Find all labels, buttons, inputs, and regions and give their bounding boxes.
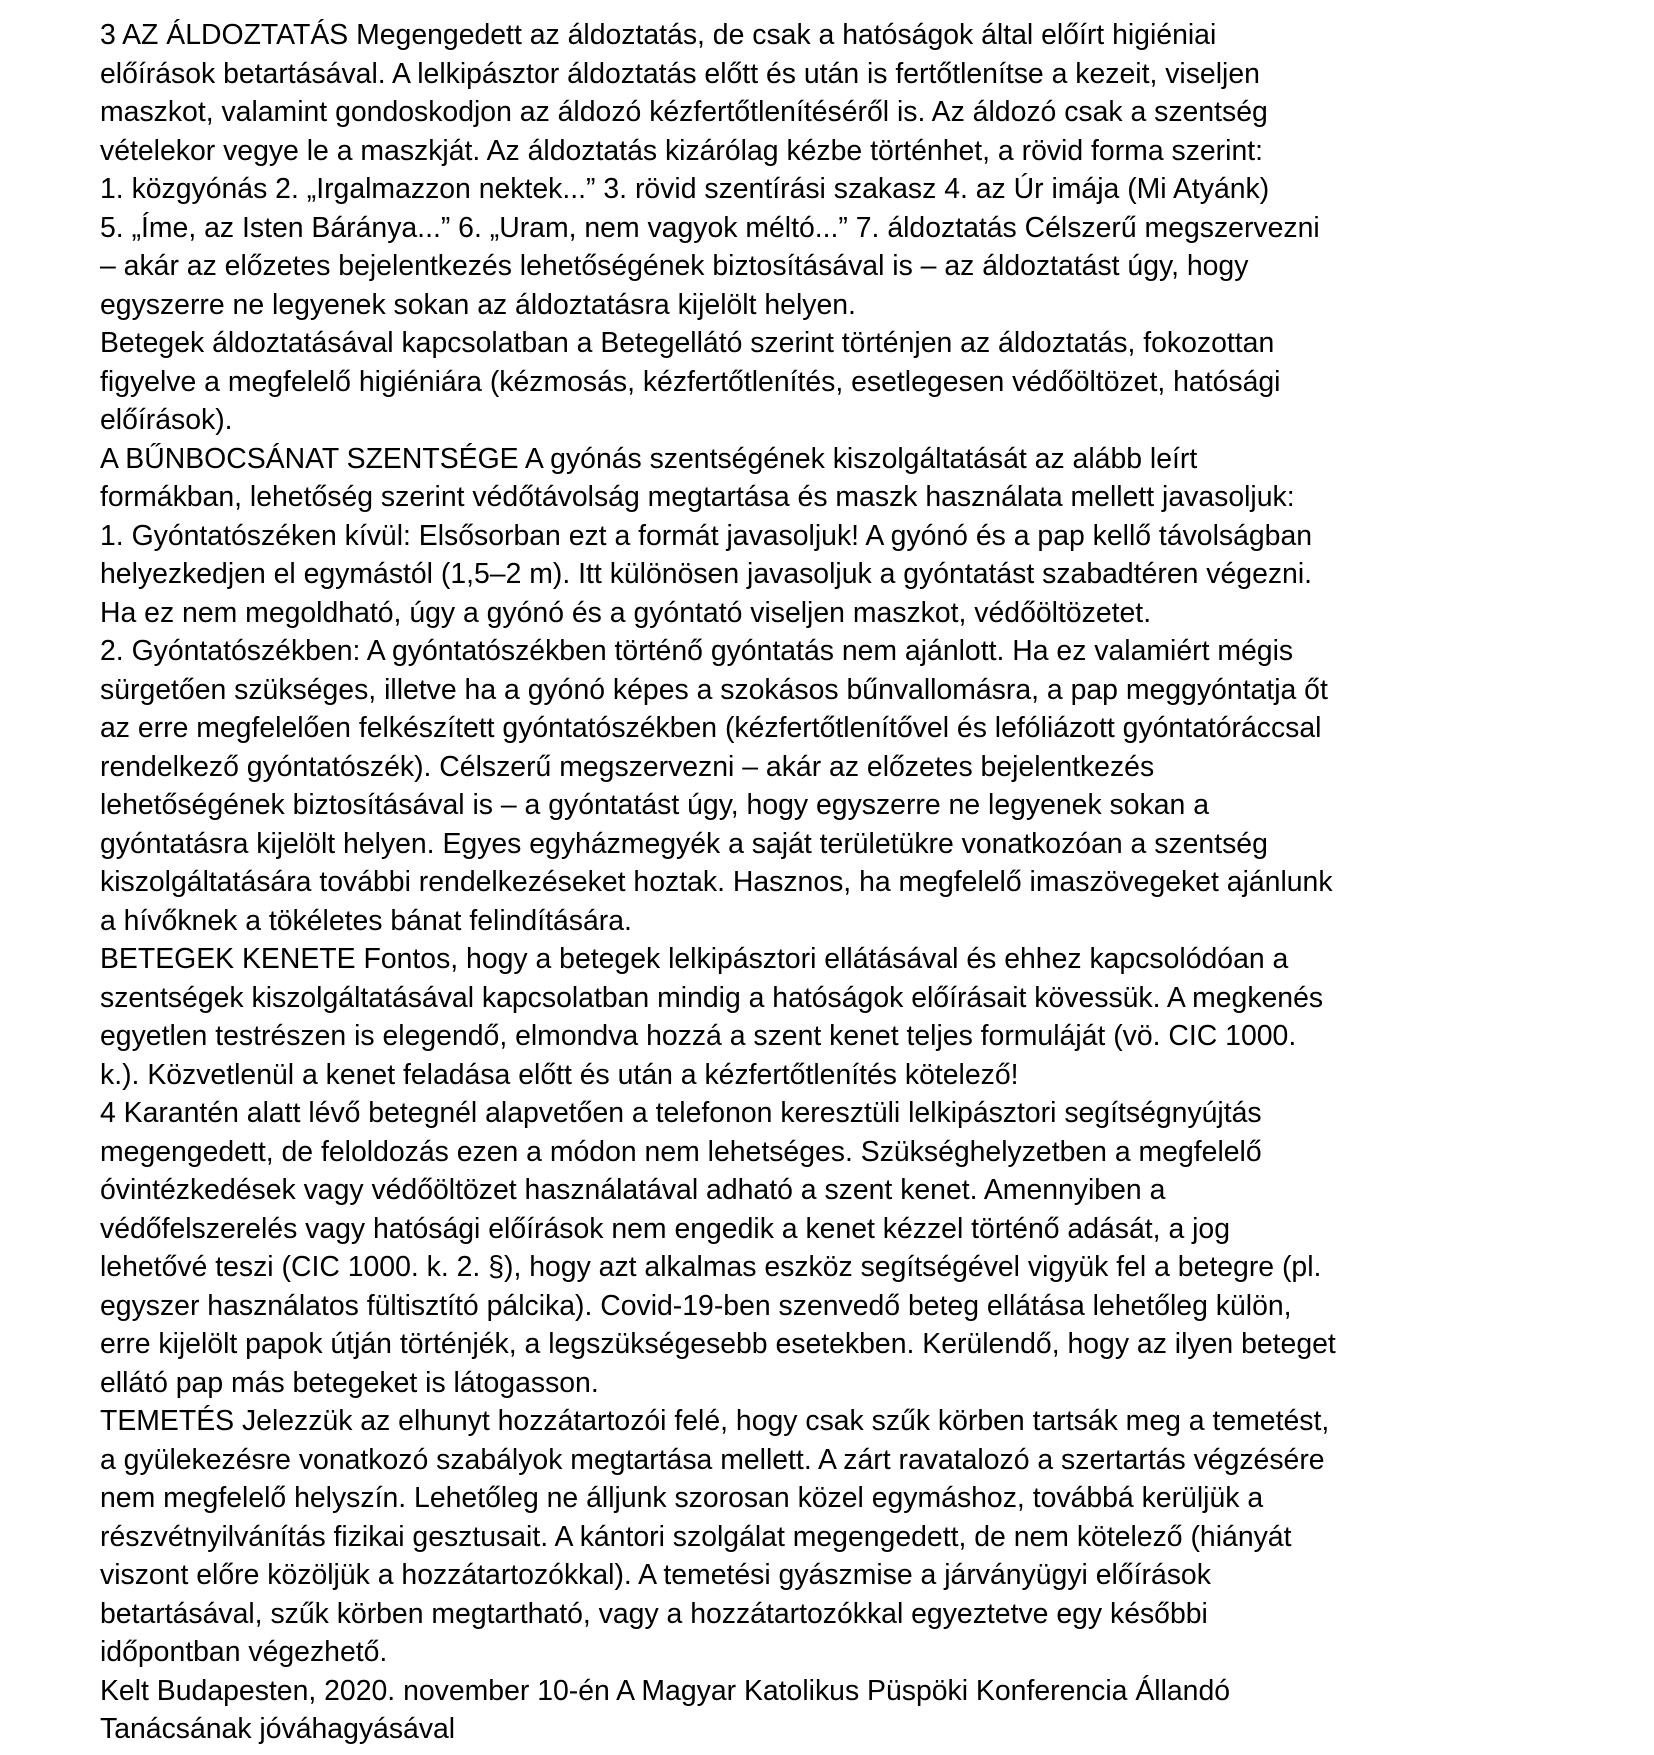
text-line: ellátó pap más betegeket is látogasson. <box>100 1366 599 1399</box>
text-line: betartásával, szűk körben megtartható, vagy a hozzátartozókkal egyeztetve egy későbbi <box>100 1597 1208 1630</box>
text-line: kiszolgáltatására további rendelkezéseket hoztak. Hasznos, ha megfelelő imaszövegeket ajánlunk <box>100 866 1333 898</box>
document-page <box>100 16 1580 1749</box>
text-line: az erre megfelelően felkészített gyóntatószékben (kézfertőtlenítővel és lefóliázott gyóntatóráccsal <box>100 712 1322 744</box>
text-line: védőfelszerelés vagy hatósági előírások nem engedik a kenet kézzel történő adását, a jog <box>100 1212 1231 1245</box>
text-line: lehetőségének biztosításával is – a gyóntatást úgy, hogy egyszerre ne legyenek sokan a <box>100 789 1209 821</box>
text-line: formákban, lehetőség szerint védőtávolság megtartása és maszk használata mellett javasoljuk: <box>100 481 1295 513</box>
text-line: A BŰNBOCSÁNAT SZENTSÉGE A gyónás szentségének kiszolgáltatását az alább leírt <box>100 442 1198 475</box>
text-line: időpontban végezhető. <box>100 1636 388 1668</box>
text-line: maszkot, valamint gondoskodjon az áldozó kézfertőtlenítéséről is. Az áldozó csak a szentség <box>100 96 1268 128</box>
text-line: 1. Gyóntatószéken kívül: Elsősorban ezt a formát javasoljuk! A gyónó és a pap kellő távolságban <box>100 519 1313 552</box>
text-line: Kelt Budapesten, 2020. november 10-én A Magyar Katolikus Püspöki Konferencia Állandó <box>100 1674 1231 1707</box>
text-line: Ha ez nem megoldható, úgy a gyónó és a gyóntató viseljen maszkot, védőöltözetet. <box>100 596 1152 629</box>
text-line: 5. „Íme, az Isten Báránya...” 6. „Uram, nem vagyok méltó...” 7. áldoztatás Célszerű megszervezni <box>100 211 1320 244</box>
text-line: viszont előre közöljük a hozzátartozókkal). A temetési gyászmise a járványügyi előírások <box>100 1559 1211 1591</box>
text-line: részvétnyilvánítás fizikai gesztusait. A kántori szolgálat megengedett, de nem kötelező (hiányát <box>100 1520 1292 1553</box>
text-line: 2. Gyóntatószékben: A gyóntatószékben történő gyóntatás nem ajánlott. Ha ez valamiért mégis <box>100 635 1294 667</box>
text-line: 1. közgyónás 2. „Irgalmazzon nektek...” 3. rövid szentírási szakasz 4. az Úr imája (Mi Atyánk) <box>100 173 1270 205</box>
text-line: BETEGEK KENETE Fontos, hogy a betegek lelkipásztori ellátásával és ehhez kapcsolódóan a <box>100 943 1289 975</box>
text-line: egyszerre ne legyenek sokan az áldoztatásra kijelölt helyen. <box>100 288 856 321</box>
text-line: 3 AZ ÁLDOZTATÁS Megengedett az áldoztatás, de csak a hatóságok által előírt higiéniai <box>100 19 1217 51</box>
text-line: szentségek kiszolgáltatásával kapcsolatban mindig a hatóságok előírásait kövessük. A megkenés <box>100 981 1324 1014</box>
text-line: 4 Karantén alatt lévő betegnél alapvetően a telefonon keresztüli lelkipásztori segítségnyújtás <box>100 1097 1262 1129</box>
text-line: Betegek áldoztatásával kapcsolatban a Betegellátó szerint történjen az áldoztatás, fokozottan <box>100 327 1275 359</box>
text-line: erre kijelölt papok útján történjék, a legszükségesebb esetekben. Kerülendő, hogy az ilyen beteget <box>100 1328 1336 1360</box>
text-line: k.). Közvetlenül a kenet feladása előtt és után a kézfertőtlenítés kötelező! <box>100 1058 1019 1091</box>
text-line: előírások betartásával. A lelkipásztor áldoztatás előtt és után is fertőtlenítse a kezeit, viseljen <box>100 57 1260 90</box>
text-line: nem megfelelő helyszín. Lehetőleg ne álljunk szorosan közel egymáshoz, továbbá kerüljük a <box>100 1482 1264 1514</box>
text-line: a gyülekezésre vonatkozó szabályok megtartása mellett. A zárt ravatalozó a szertartás végzésére <box>100 1443 1325 1476</box>
text-line: – akár az előzetes bejelentkezés lehetőségének biztosításával is – az áldoztatást úgy, hogy <box>100 250 1249 282</box>
text-line: egyszer használatos fültisztító pálcika). Covid-19-ben szenvedő beteg ellátása lehetőleg külön, <box>100 1289 1292 1322</box>
text-line: rendelkező gyóntatószék). Célszerű megszervezni – akár az előzetes bejelentkezés <box>100 750 1155 783</box>
text-line: sürgetően szükséges, illetve ha a gyónó képes a szokásos bűnvallomásra, a pap meggyóntatja őt <box>100 673 1328 706</box>
text-line: gyóntatásra kijelölt helyen. Egyes egyházmegyék a saját területükre vonatkozóan a szentség <box>100 827 1268 860</box>
text-line: helyezkedjen el egymástól (1,5–2 m). Itt különösen javasoljuk a gyóntatást szabadtéren végezni. <box>100 558 1313 590</box>
text-line: egyetlen testrészen is elegendő, elmondva hozzá a szent kenet teljes formuláját (vö. CIC 1000. <box>100 1020 1297 1052</box>
text-line: a hívőknek a tökéletes bánat felindítására. <box>100 904 632 937</box>
text-line: vételekor vegye le a maszkját. Az áldoztatás kizárólag kézbe történhet, a rövid forma szerint: <box>100 134 1264 167</box>
text-line: figyelve a megfelelő higiéniára (kézmosás, kézfertőtlenítés, esetlegesen védőöltözet, hatósági <box>100 365 1281 398</box>
text-line: óvintézkedések vagy védőöltözet használatával adható a szent kenet. Amennyiben a <box>100 1174 1166 1206</box>
text-line: lehetővé teszi (CIC 1000. k. 2. §), hogy azt alkalmas eszköz segítségével vigyük fel a betegre (pl. <box>100 1251 1322 1283</box>
text-line: előírások). <box>100 404 233 436</box>
text-line: megengedett, de feloldozás ezen a módon nem lehetséges. Szükséghelyzetben a megfelelő <box>100 1135 1262 1168</box>
text-line: TEMETÉS Jelezzük az elhunyt hozzátartozói felé, hogy csak szűk körben tartsák meg a temetést, <box>100 1405 1330 1437</box>
text-line: Tanácsának jóváhagyásával <box>100 1713 456 1745</box>
